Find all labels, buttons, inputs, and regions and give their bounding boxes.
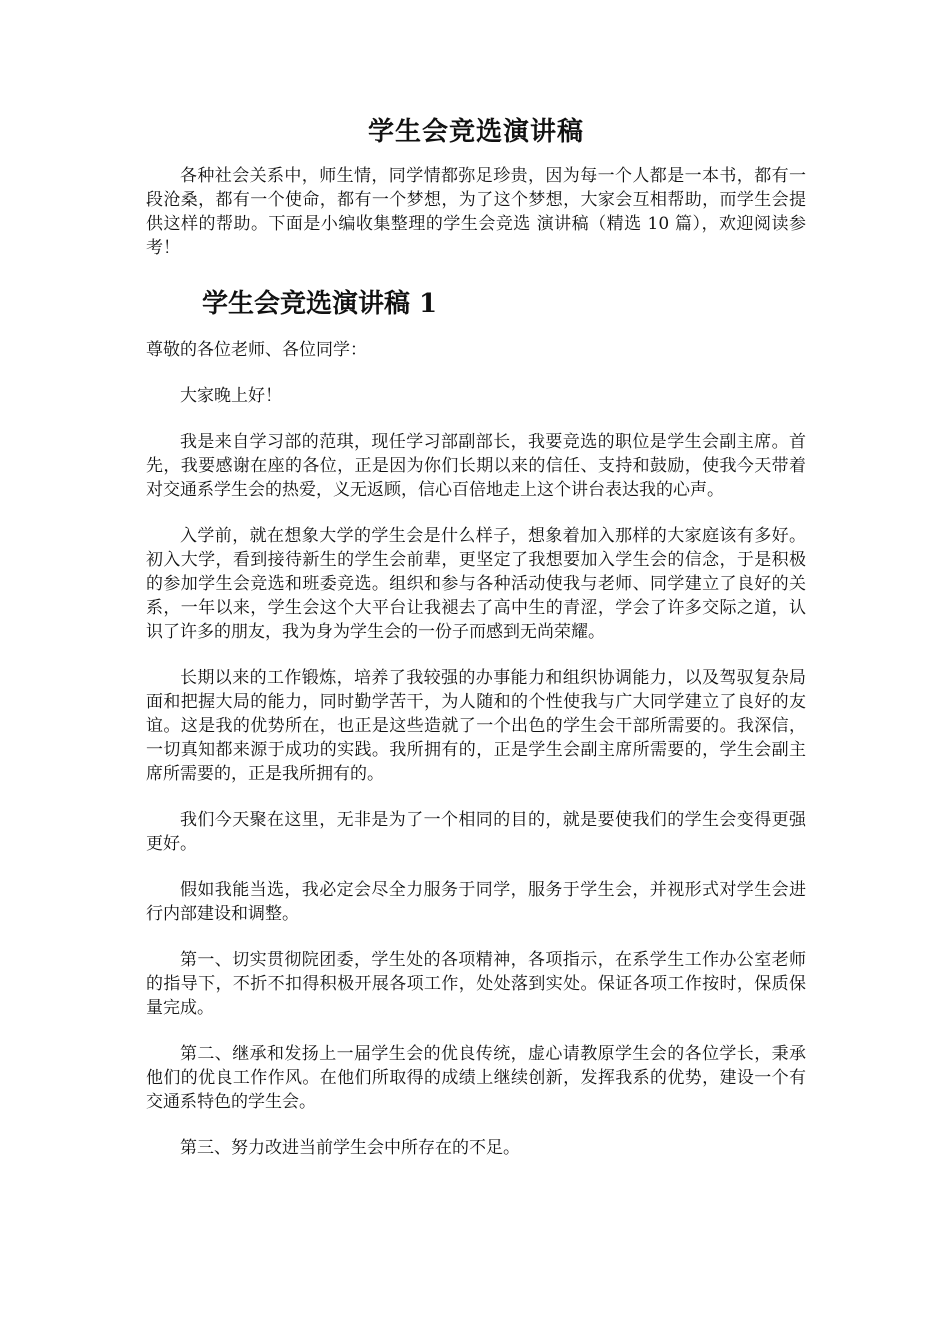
document-page	[146, 112, 806, 1182]
document-title: 学生会竞选演讲稿	[367, 117, 584, 147]
body-paragraph: 第二、继承和发扬上一届学生会的优良传统，虚心请教原学生会的各位学长，秉承他们的优良工作作风。在他们所取得的成绩上继续创新，发挥我系的优势，建设一个有交通系特色的学生会。	[146, 1044, 806, 1112]
salutation: 尊敬的各位老师、各位同学：	[146, 340, 367, 360]
body-paragraph: 我是来自学习部的范琪，现任学习部副部长，我要竞选的职位是学生会副主席。首先，我要感谢在座的各位，正是因为你们长期以来的信任、支持和鼓励，使我今天带着对交通系学生会的热爱，义无返顾，信心百倍地走上这个讲台表达我的心声。	[146, 432, 806, 500]
body-paragraph: 第三、努力改进当前学生会中所存在的不足。	[180, 1138, 520, 1158]
body-paragraph: 入学前，就在想象大学的学生会是什么样子，想象着加入那样的大家庭该有多好。初入大学，看到接待新生的学生会前辈，更坚定了我想要加入学生会的信念，于是积极的参加学生会竞选和班委竞选。组织和参与各种活动使我与老师、同学建立了良好的关系，一年以来，学生会这个大平台让我褪去了高中生的青涩，学会了许多交际之道，认识了许多的朋友，我为身为学生会的一份子而感到无尚荣耀。	[146, 526, 806, 642]
body-paragraph: 长期以来的工作锻炼，培养了我较强的办事能力和组织协调能力，以及驾驭复杂局面和把握大局的能力，同时勤学苦干，为人随和的个性使我与广大同学建立了良好的友谊。这是我的优势所在，也正是这些造就了一个出色的学生会干部所需要的。我深信，一切真知都来源于成功的实践。我所拥有的，正是学生会副主席所需要的，学生会副主席所需要的，正是我所拥有的。	[146, 668, 806, 784]
greeting: 大家晚上好！	[180, 386, 282, 406]
intro-paragraph: 各种社会关系中，师生情，同学情都弥足珍贵，因为每一个人都是一本书，都有一段沧桑，都有一个使命，都有一个梦想，为了这个梦想，大家会互相帮助，而学生会提供这样的帮助。下面是小编收集整理的学生会竞选 演讲稿（精选 10 篇），欢迎阅读参考！	[146, 166, 806, 258]
section-heading: 学生会竞选演讲稿 1	[202, 289, 438, 319]
body-paragraph: 第一、切实贯彻院团委，学生处的各项精神，各项指示，在系学生工作办公室老师的指导下，不折不扣得积极开展各项工作，处处落到实处。保证各项工作按时，保质保量完成。	[146, 950, 806, 1018]
body-paragraph: 假如我能当选，我必定会尽全力服务于同学，服务于学生会，并视形式对学生会进行内部建设和调整。	[146, 880, 806, 924]
body-paragraph: 我们今天聚在这里，无非是为了一个相同的目的，就是要使我们的学生会变得更强更好。	[146, 810, 806, 854]
